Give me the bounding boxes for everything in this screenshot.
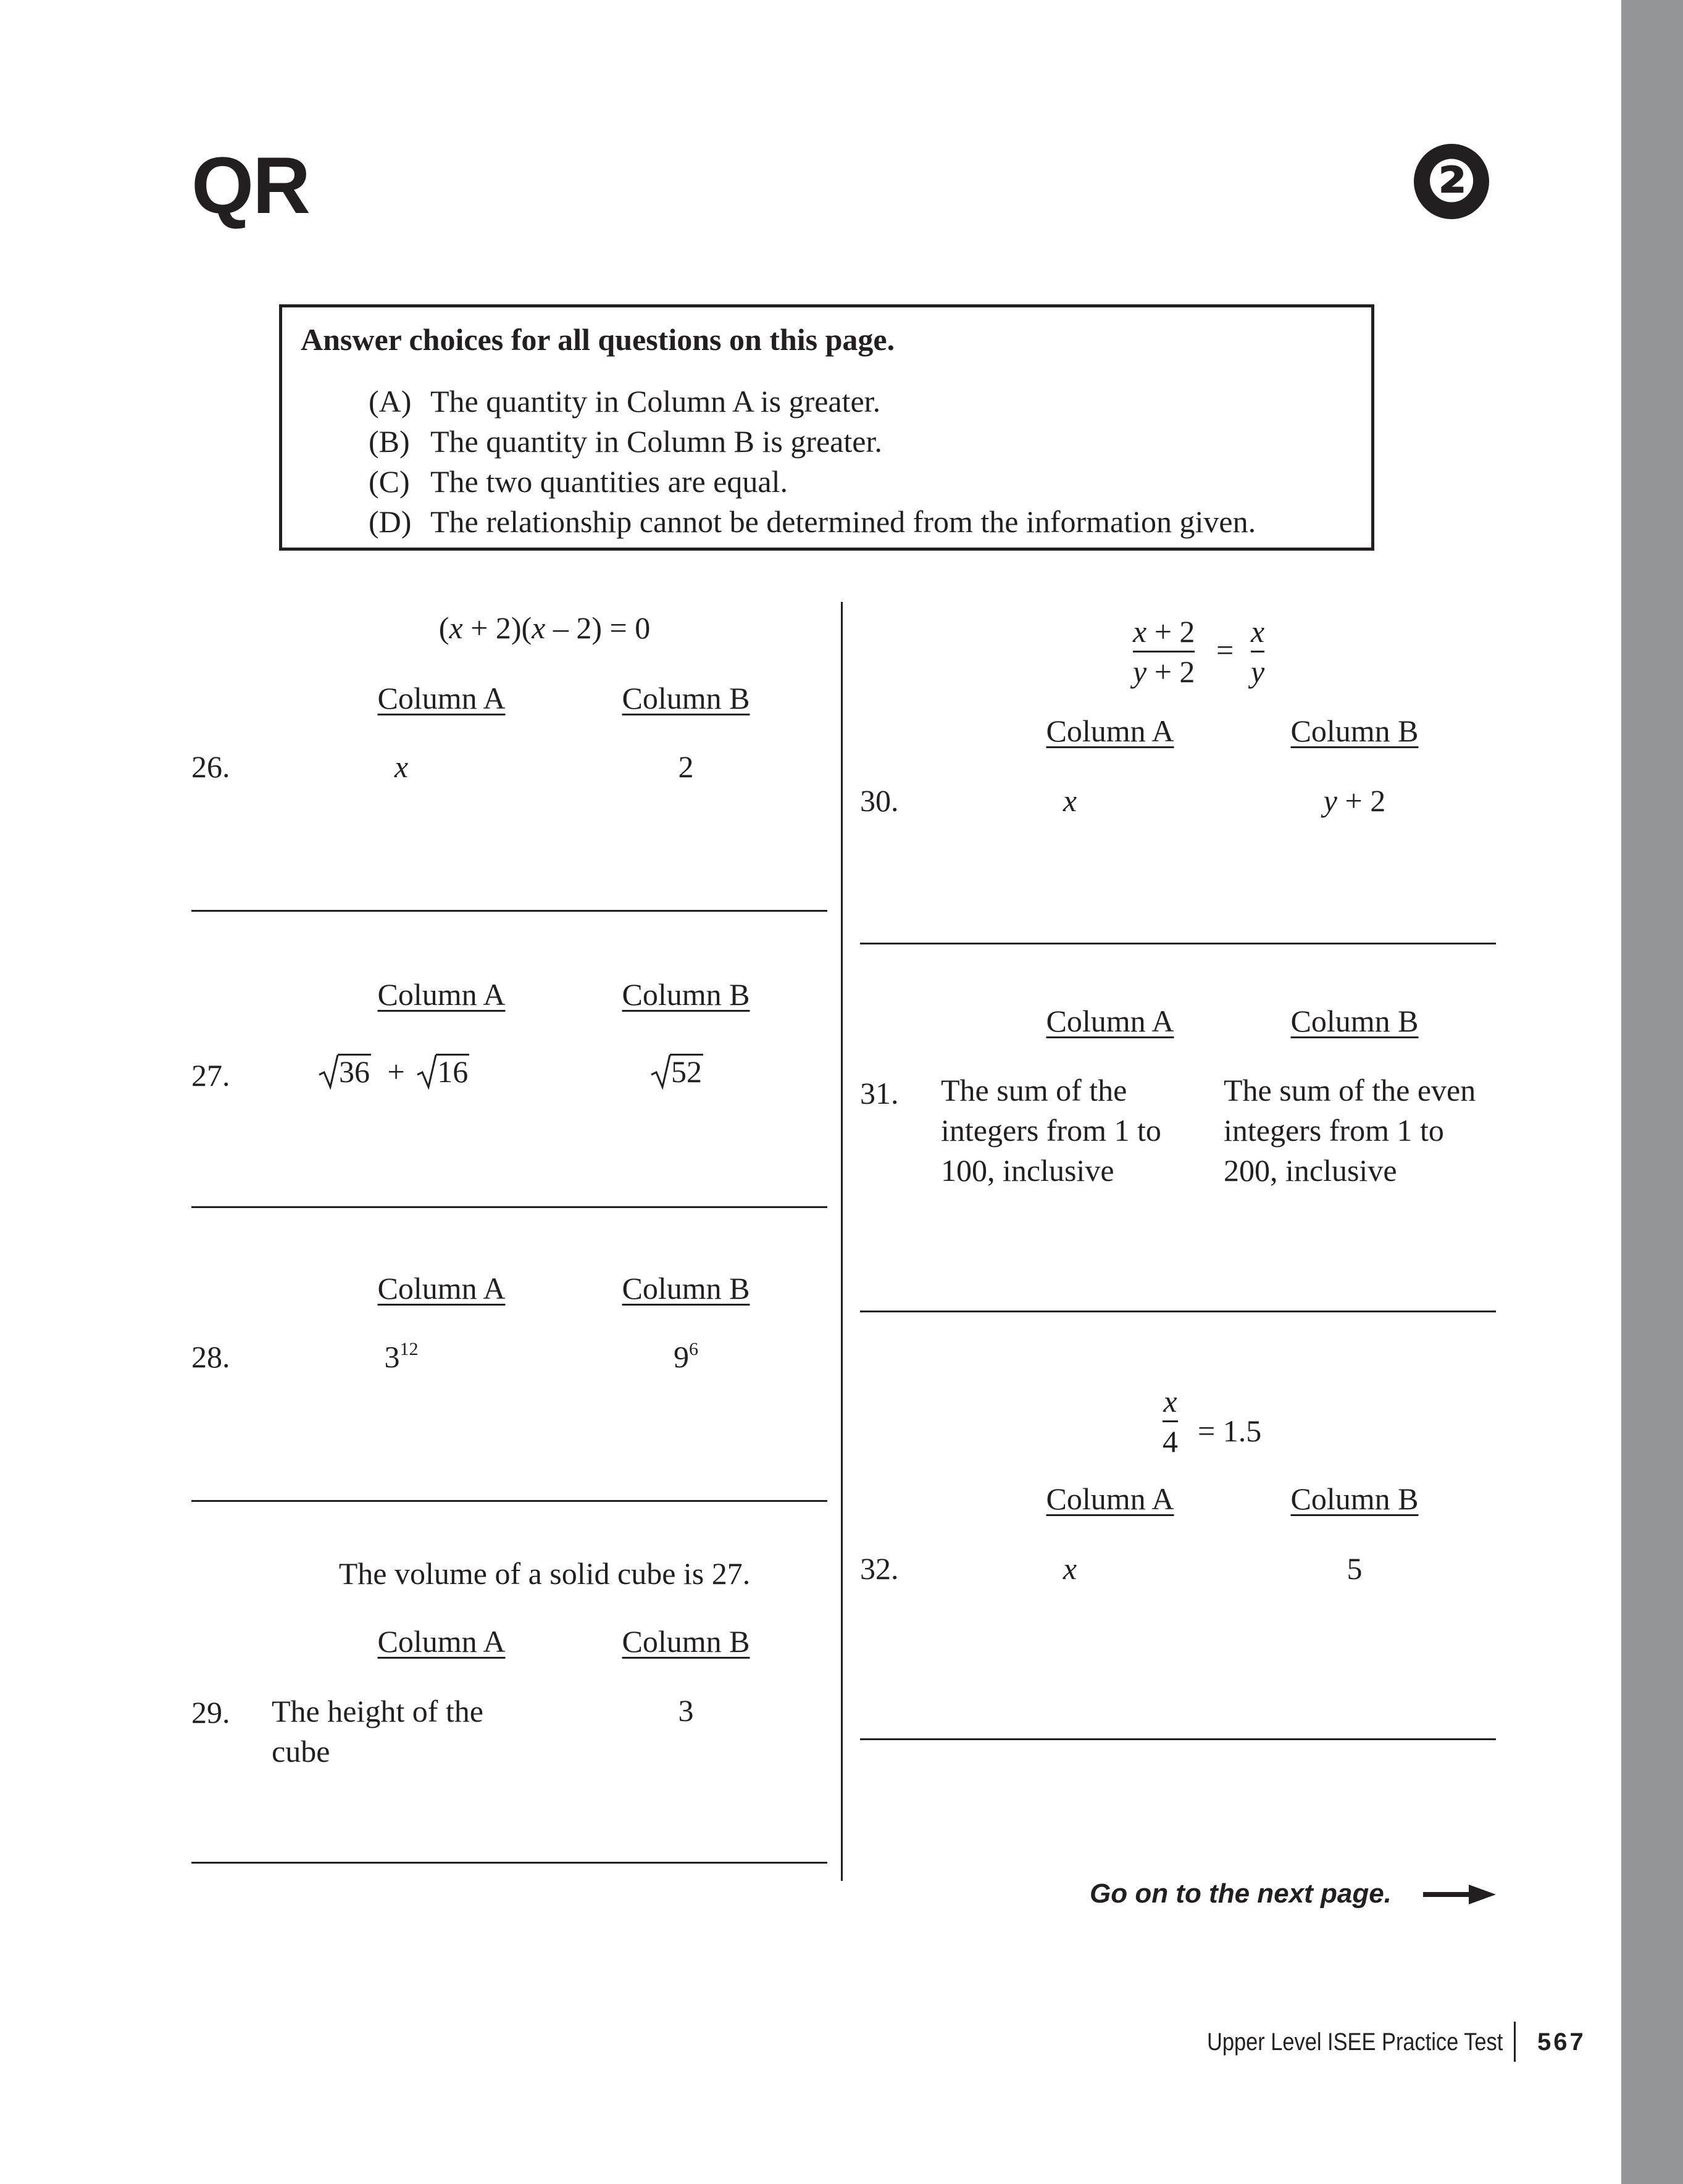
q32-separator <box>860 1738 1496 1740</box>
q31-column-a-label: Column A <box>1046 1004 1174 1038</box>
sqrt-16: 16 <box>416 1052 469 1091</box>
q30-equals: = <box>1216 633 1234 667</box>
q28-column-b-value: $9^6$ <box>674 1339 698 1374</box>
sqrt-36: 36 <box>318 1052 371 1091</box>
q28-column-a-value: $3^{12}$ <box>384 1339 419 1374</box>
q26-separator <box>191 910 827 912</box>
choice-text: The relationship cannot be determined from the information given. <box>430 504 1256 539</box>
denominator: y <box>1251 654 1265 689</box>
q30-right-fraction <box>1251 614 1264 689</box>
q31-column-b-value: The sum of the even integers from 1 to 200, inclusive <box>1224 1073 1476 1188</box>
choice-letter: (B) <box>369 424 410 459</box>
q30-left-fraction <box>1133 614 1195 689</box>
q26-column-b-label: Column B <box>622 681 750 715</box>
answer-choice-c <box>369 462 1256 502</box>
q30-column-b-label: Column B <box>1290 714 1419 748</box>
q30-column-a-value: x <box>1063 783 1077 818</box>
q29-column-a-value: The height of the cube <box>272 1694 483 1769</box>
answer-choices-box <box>279 304 1374 551</box>
q31-separator <box>860 1311 1496 1312</box>
exponent: 12 <box>399 1339 419 1359</box>
q27-separator <box>191 1206 827 1208</box>
numerator: x <box>1163 1384 1177 1419</box>
q29-column-b-value: 3 <box>678 1693 694 1728</box>
q30-number: 30. <box>860 783 899 818</box>
choice-text: The quantity in Column A is greater. <box>430 384 881 419</box>
q28-number: 28. <box>191 1340 230 1374</box>
q31-column-b-label: Column B <box>1290 1004 1419 1038</box>
q29-separator <box>191 1862 827 1864</box>
q30-column-a-label: Column A <box>1046 714 1174 748</box>
q30-separator <box>860 943 1496 944</box>
choice-text: The two quantities are equal. <box>430 464 788 499</box>
q26-column-b-value: 2 <box>678 749 694 784</box>
q28-separator <box>191 1500 827 1502</box>
numerator: x <box>1251 614 1265 649</box>
section-title: QR <box>191 140 309 230</box>
denominator: y + 2 <box>1133 654 1195 689</box>
q27-column-a-label: Column A <box>377 977 506 1012</box>
choice-text: The quantity in Column B is greater. <box>430 424 882 459</box>
q32-number: 32. <box>860 1551 899 1586</box>
footer-book-title: Upper Level ISEE Practice Test <box>1207 2028 1503 2056</box>
q26-column-a-value: x <box>394 749 409 784</box>
q32-column-b-label: Column B <box>1290 1482 1419 1516</box>
choice-letter: (C) <box>369 464 410 499</box>
answer-choice-d <box>369 502 1256 542</box>
answer-box-heading: Answer choices for all questions on this page. <box>301 322 895 357</box>
choice-letter: (A) <box>369 384 412 419</box>
page-edge-tab <box>1621 0 1683 2184</box>
q26-condition: (x + 2)(x – 2) = 0 <box>438 611 651 645</box>
q32-column-a-label: Column A <box>1046 1482 1174 1516</box>
q31-column-a-value: The sum of the integers from 1 to 100, inclusive <box>941 1073 1161 1188</box>
q29-number: 29. <box>191 1695 230 1730</box>
next-page-instruction: Go on to the next page. <box>1090 1878 1392 1909</box>
choice-letter: (D) <box>369 504 412 539</box>
q31-number: 31. <box>860 1076 899 1111</box>
numerator: x + 2 <box>1133 614 1195 649</box>
q32-column-b-value: 5 <box>1347 1551 1363 1586</box>
answer-choice-a <box>369 381 1256 422</box>
q29-column-a-label: Column A <box>377 1624 506 1659</box>
q32-equation-rest: = 1.5 <box>1198 1414 1262 1448</box>
footer-divider <box>1514 2022 1516 2062</box>
answer-choice-b <box>369 422 1256 462</box>
q29-condition: The volume of a solid cube is 27. <box>338 1556 751 1591</box>
right-arrow-icon <box>1423 1882 1497 1907</box>
q32-fraction <box>1163 1384 1178 1459</box>
sqrt-52: 52 <box>650 1052 703 1091</box>
q28-column-a-label: Column A <box>377 1271 506 1306</box>
q27-column-a-expression <box>318 1052 469 1091</box>
q29-column-b-label: Column B <box>622 1624 750 1659</box>
q27-column-b-expression <box>650 1052 703 1091</box>
q28-column-b-label: Column B <box>622 1271 750 1306</box>
section-number-badge: ❷ <box>1414 144 1489 219</box>
q30-column-b-value: y + 2 <box>1323 783 1386 818</box>
q26-column-a-label: Column A <box>377 681 506 715</box>
q27-column-b-label: Column B <box>622 977 750 1012</box>
q27-number: 27. <box>191 1058 230 1093</box>
column-divider <box>841 602 843 1881</box>
q32-column-a-value: x <box>1063 1551 1077 1586</box>
answer-choice-list <box>369 381 1256 542</box>
exponent: 6 <box>689 1339 698 1359</box>
q26-number: 26. <box>191 749 230 784</box>
denominator: 4 <box>1163 1424 1178 1459</box>
plus-sign: + <box>387 1054 405 1089</box>
page-number: 567 <box>1537 2028 1586 2056</box>
